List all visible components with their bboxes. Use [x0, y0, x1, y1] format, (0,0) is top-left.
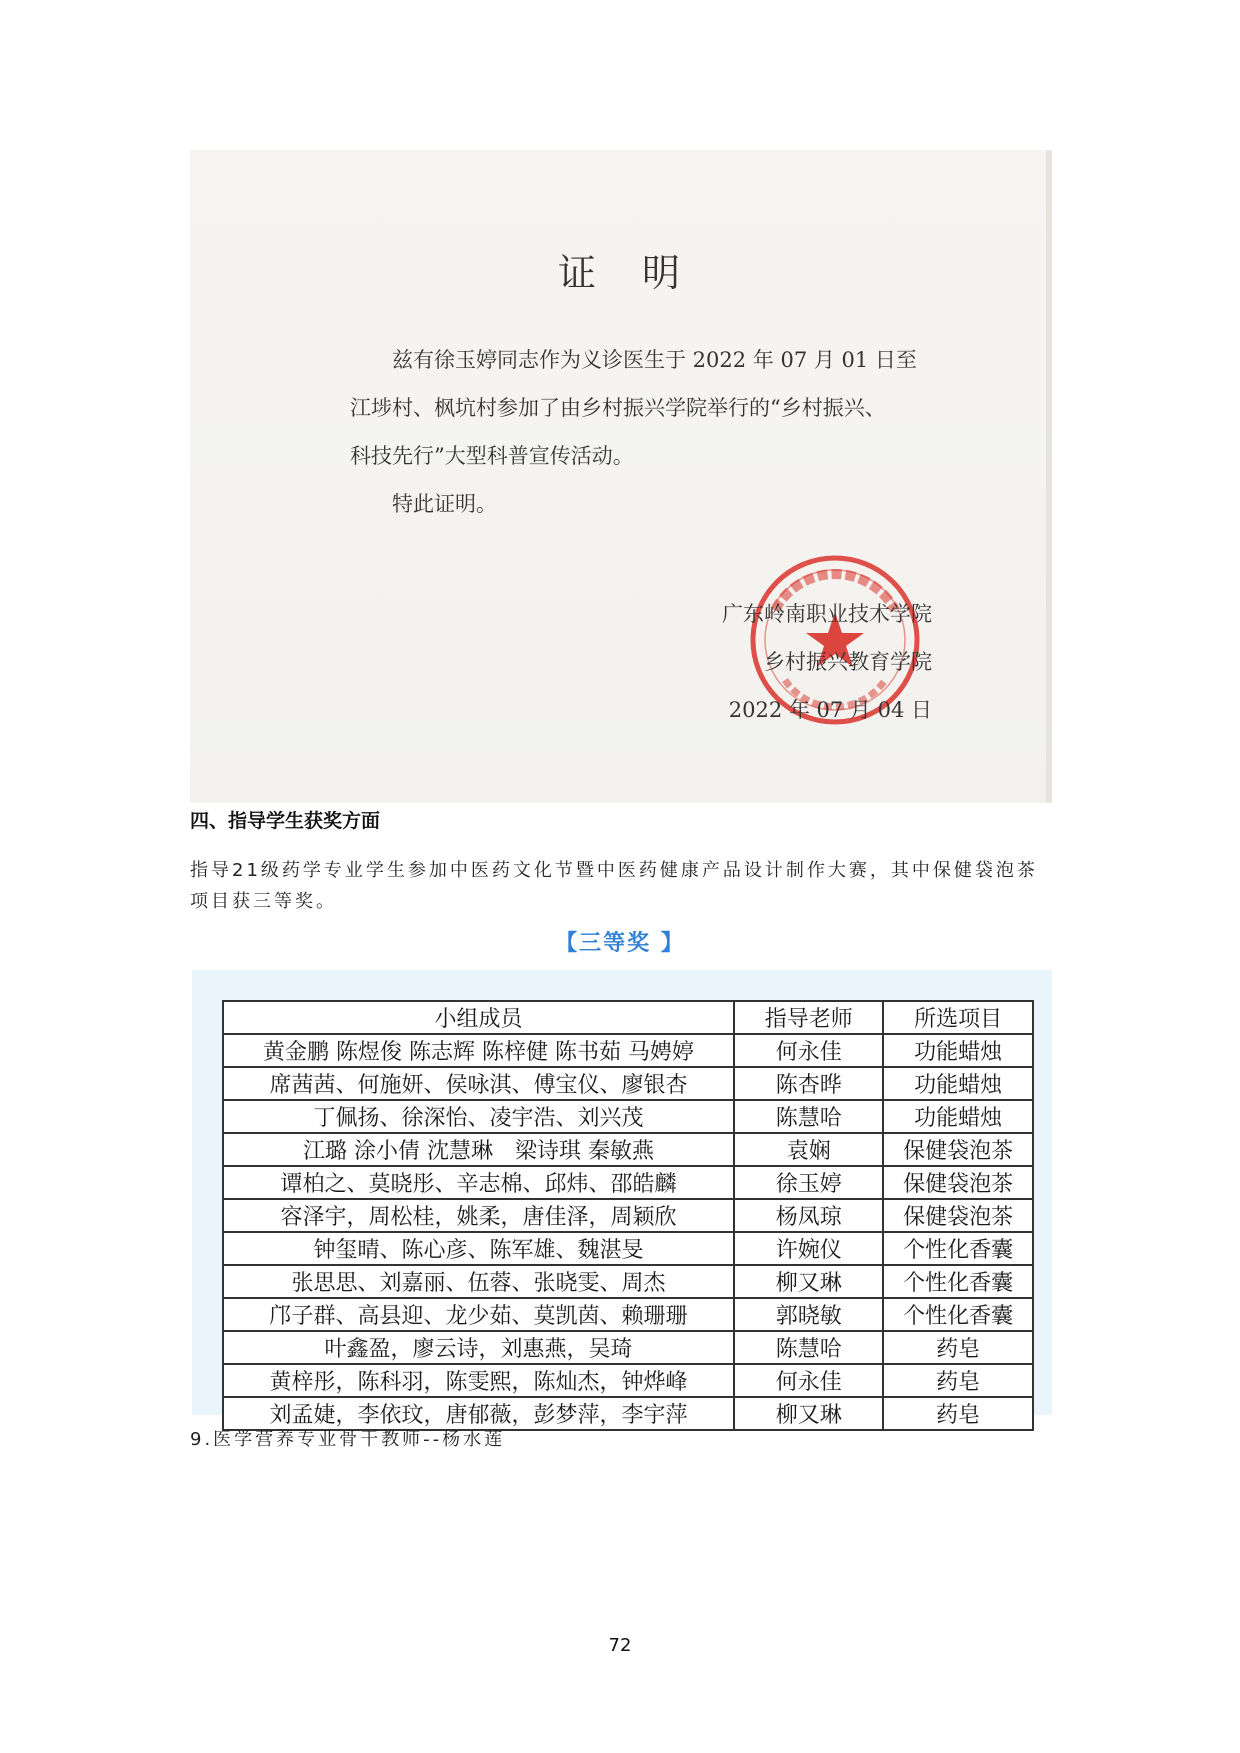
cell-teacher: 陈慧哈	[734, 1331, 883, 1364]
cell-project: 保健袋泡茶	[883, 1133, 1033, 1166]
cell-members: 钟玺晴、陈心彦、陈军雄、魏湛旻	[223, 1232, 734, 1265]
header-teacher: 指导老师	[734, 1001, 883, 1034]
cell-teacher: 陈慧哈	[734, 1100, 883, 1133]
cell-project: 功能蜡烛	[883, 1067, 1033, 1100]
cell-project: 药皂	[883, 1397, 1033, 1430]
cell-teacher: 柳又琳	[734, 1397, 883, 1430]
cell-teacher: 柳又琳	[734, 1265, 883, 1298]
next-section-heading: 9.医学营养专业骨干教师--杨水莲	[190, 1429, 506, 1450]
certificate-line-3: 科技先行”大型科普宣传活动。	[350, 444, 634, 468]
cell-project: 功能蜡烛	[883, 1100, 1033, 1133]
page-number: 72	[608, 1635, 632, 1656]
certificate-body	[350, 336, 950, 528]
cell-teacher: 郭晓敏	[734, 1298, 883, 1331]
award-table-image	[192, 970, 1052, 1428]
cell-project: 药皂	[883, 1331, 1033, 1364]
certificate-org-1: 广东岭南职业技术学院	[722, 602, 932, 626]
cell-project: 个性化香囊	[883, 1298, 1033, 1331]
cell-members: 刘孟婕，李依玟，唐郁薇，彭梦萍，李宇萍	[223, 1397, 734, 1430]
cell-members: 张思思、刘嘉丽、伍蓉、张晓雯、周杰	[223, 1265, 734, 1298]
cell-members: 江璐 涂小倩 沈慧琳 梁诗琪 秦敏燕	[223, 1133, 734, 1166]
certificate-line-2: 江埗村、枫坑村参加了由乡村振兴学院举行的“乡村振兴、	[350, 396, 886, 420]
cell-project: 个性化香囊	[883, 1265, 1033, 1298]
award-table	[222, 1000, 1034, 1431]
table-row	[223, 1166, 1033, 1199]
cell-project: 保健袋泡茶	[883, 1199, 1033, 1232]
award-title: 【三等奖 】	[555, 931, 685, 956]
cell-teacher: 陈杏晔	[734, 1067, 883, 1100]
award-paragraph: 指导21级药学专业学生参加中医药文化节暨中医药健康产品设计制作大赛，其中保健袋泡茶项目获三等奖。	[190, 860, 1038, 912]
cell-project: 保健袋泡茶	[883, 1166, 1033, 1199]
table-row	[223, 1067, 1033, 1100]
certificate-org-2: 乡村振兴教育学院	[764, 650, 932, 674]
table-row	[223, 1232, 1033, 1265]
table-row	[223, 1100, 1033, 1133]
header-members: 小组成员	[223, 1001, 734, 1034]
table-row	[223, 1364, 1033, 1397]
cell-teacher: 何永佳	[734, 1034, 883, 1067]
cell-teacher: 袁娴	[734, 1133, 883, 1166]
cell-members: 谭柏之、莫晓彤、辛志棉、邱炜、邵皓麟	[223, 1166, 734, 1199]
certificate-date: 2022 年 07 月 04 日	[728, 698, 932, 722]
table-row	[223, 1199, 1033, 1232]
cell-teacher: 杨凤琼	[734, 1199, 883, 1232]
cell-members: 黄金鹏 陈煜俊 陈志辉 陈梓健 陈书茹 马娉婷	[223, 1034, 734, 1067]
cell-teacher: 许婉仪	[734, 1232, 883, 1265]
table-row	[223, 1133, 1033, 1166]
cell-members: 邝子群、高县迎、龙少茹、莫凯茵、赖珊珊	[223, 1298, 734, 1331]
cell-members: 黄梓彤，陈科羽，陈雯熙，陈灿杰，钟烨峰	[223, 1364, 734, 1397]
certificate-image	[190, 150, 1052, 803]
cell-members: 席茜茜、何施妍、侯咏淇、傅宝仪、廖银杏	[223, 1067, 734, 1100]
certificate-signature-block	[722, 590, 932, 734]
table-row	[223, 1034, 1033, 1067]
certificate-title: 证 明	[557, 251, 684, 295]
cell-project: 功能蜡烛	[883, 1034, 1033, 1067]
table-row	[223, 1298, 1033, 1331]
cell-members: 丁佩扬、徐深怡、凌宇浩、刘兴茂	[223, 1100, 734, 1133]
cell-project: 药皂	[883, 1364, 1033, 1397]
certificate-closing: 特此证明。	[392, 492, 497, 516]
header-project: 所选项目	[883, 1001, 1033, 1034]
table-row	[223, 1265, 1033, 1298]
cell-teacher: 徐玉婷	[734, 1166, 883, 1199]
table-row	[223, 1331, 1033, 1364]
certificate-line-1: 兹有徐玉婷同志作为义诊医生于 2022 年 07 月 01 日至	[392, 348, 917, 372]
section-heading: 四、指导学生获奖方面	[190, 810, 381, 832]
table-header-row	[223, 1001, 1033, 1034]
cell-teacher: 何永佳	[734, 1364, 883, 1397]
cell-members: 叶鑫盈，廖云诗，刘惠燕，吴琦	[223, 1331, 734, 1364]
cell-members: 容泽宇，周松桂，姚柔，唐佳泽，周颖欣	[223, 1199, 734, 1232]
cell-project: 个性化香囊	[883, 1232, 1033, 1265]
